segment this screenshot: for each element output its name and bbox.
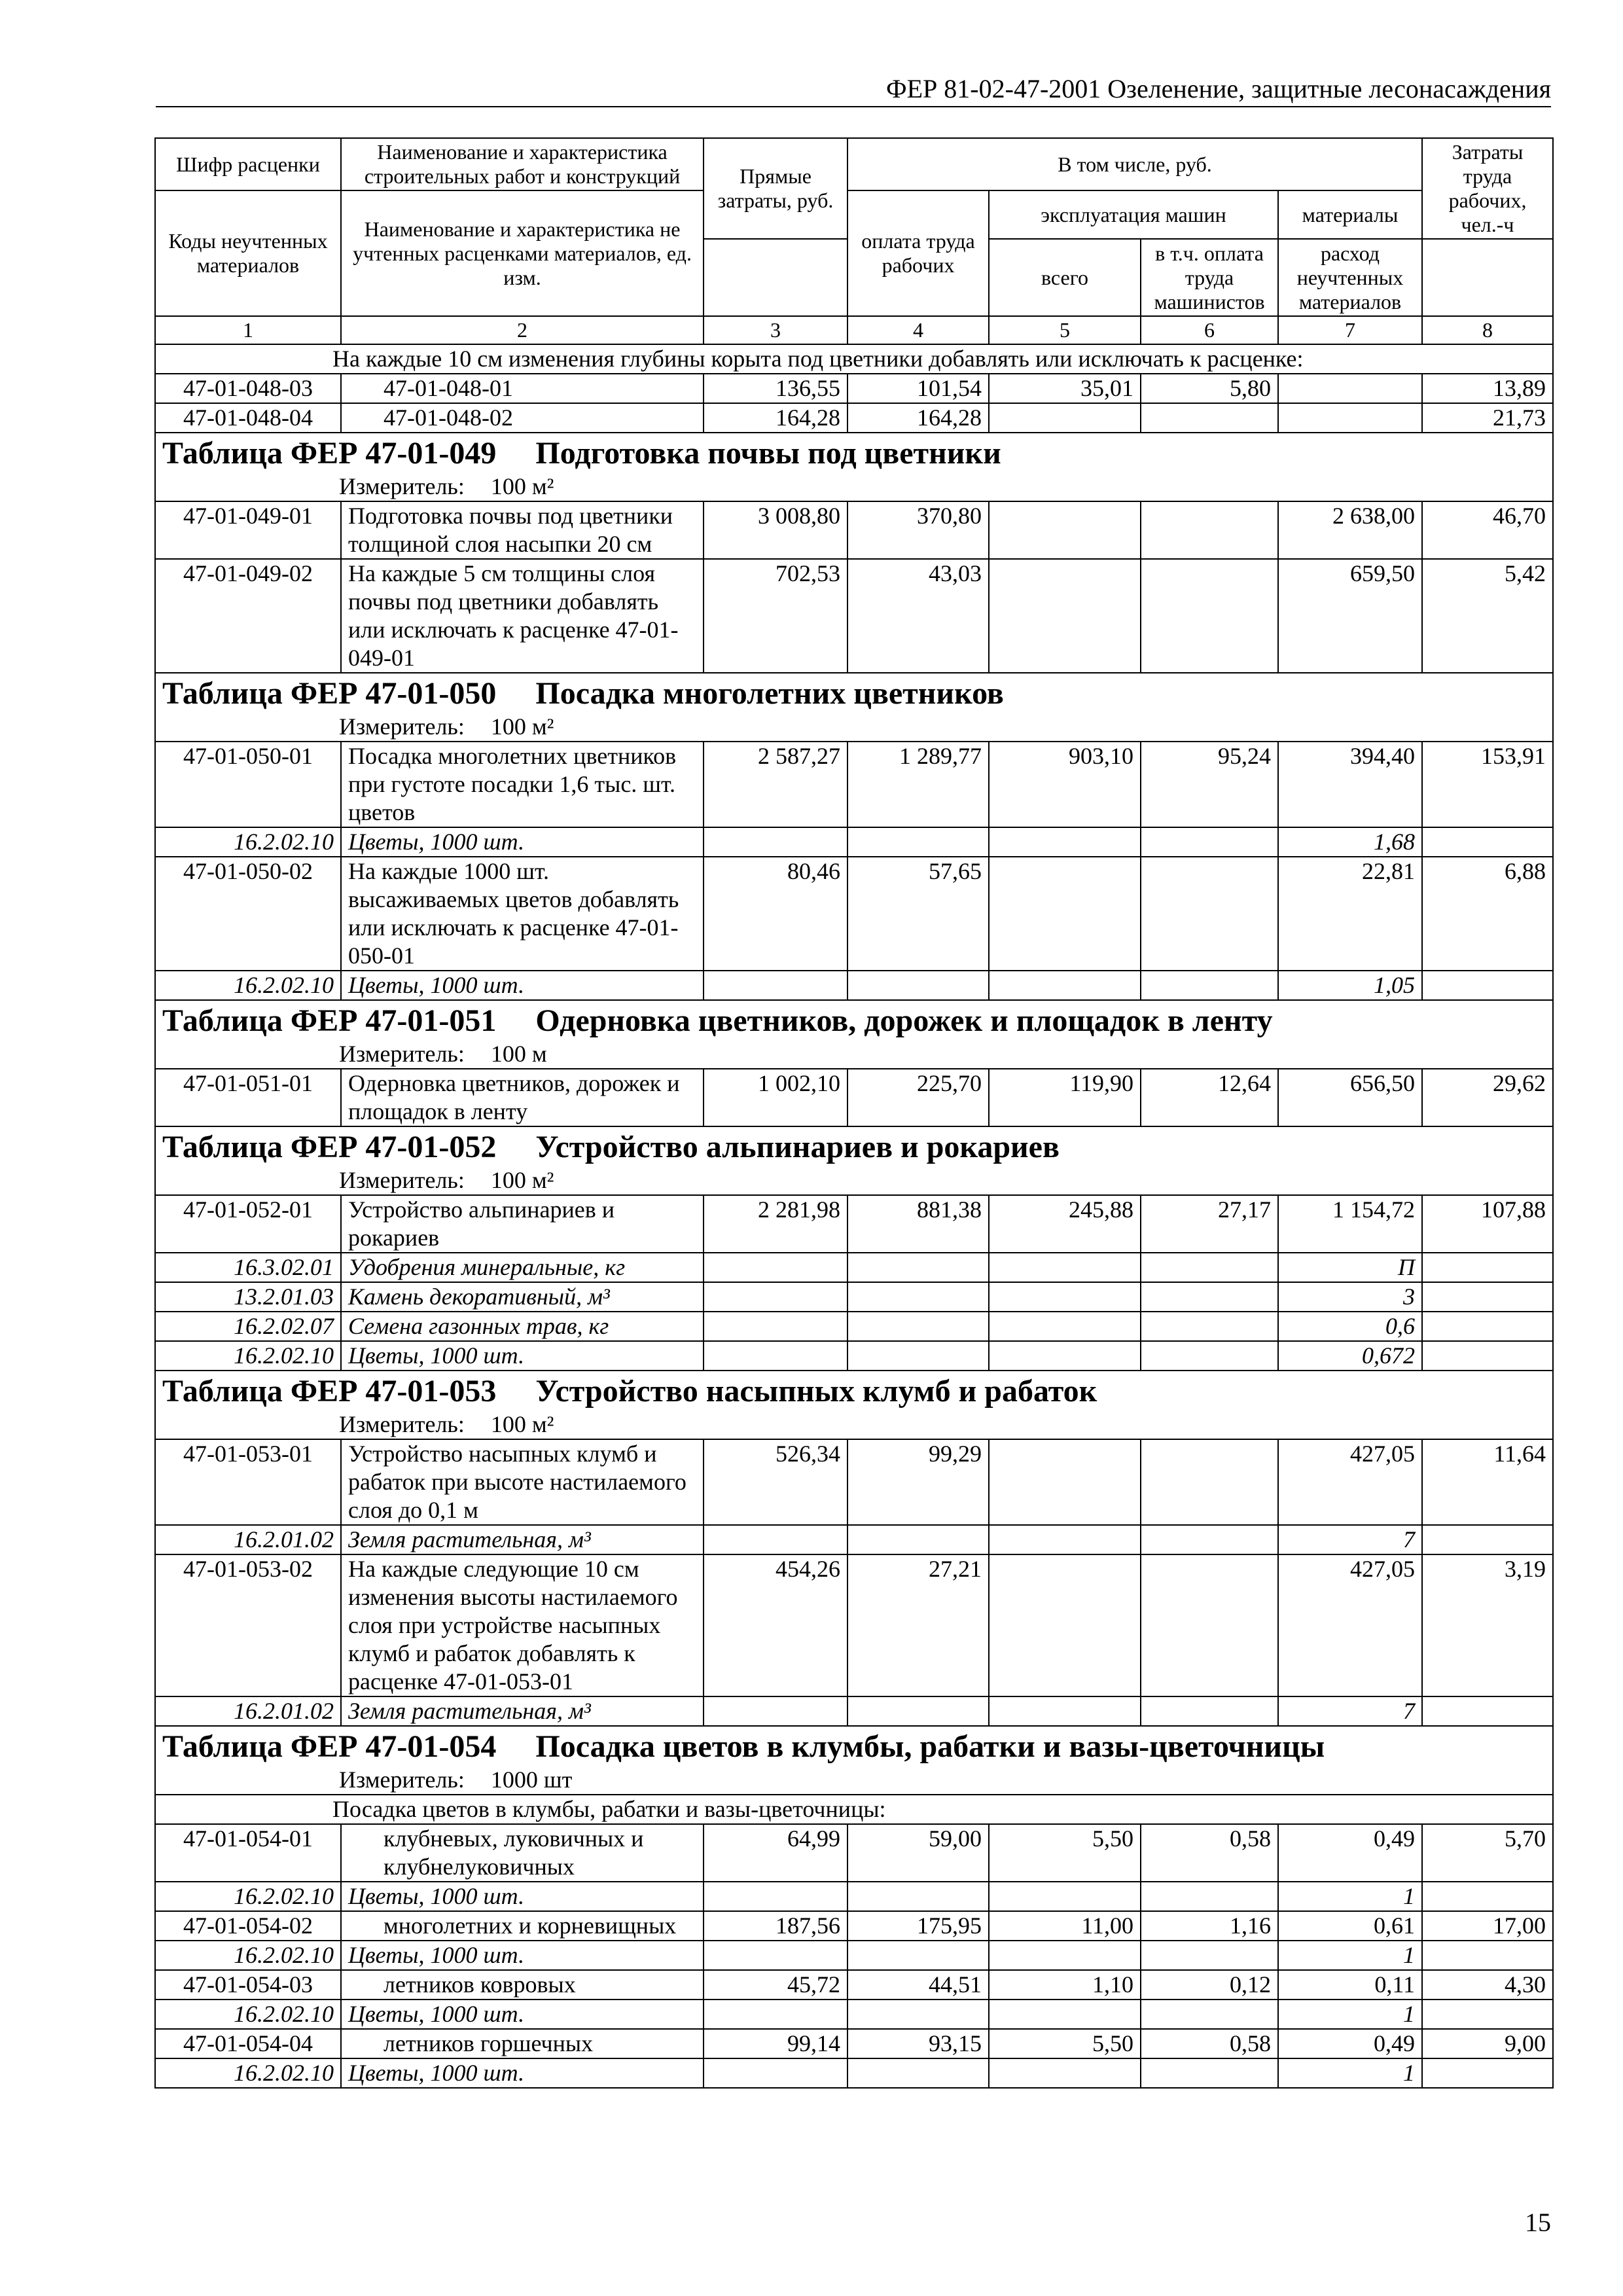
rate-name: На каждые 1000 шт. высаживаемых цветов добавлять или исключать к расценке 47-01-050-01 [341, 857, 704, 971]
header-rule [156, 106, 1551, 107]
rate-code: 47-01-049-02 [155, 559, 341, 673]
meter-value: 100 м² [490, 1167, 554, 1193]
material-row [155, 2058, 1553, 2088]
table-row [155, 1195, 1553, 1253]
labor-hours: 4,30 [1422, 1970, 1553, 2000]
rate-code: 47-01-053-02 [155, 1554, 341, 1696]
machinists-cost [1141, 1554, 1278, 1696]
note-row [155, 344, 1553, 374]
material-quantity: 7 [1278, 1525, 1422, 1554]
meter-value: 1000 шт [490, 1767, 573, 1793]
meter-value: 100 м² [490, 473, 554, 499]
wages-cost: 101,54 [847, 374, 989, 403]
wages-cost: 881,38 [847, 1195, 989, 1253]
col-machines-header: эксплуатация машин [989, 190, 1278, 239]
section-name: Посадка цветов в клумбы, рабатки и вазы-цветочницы [535, 1729, 1325, 1764]
materials-cost: 427,05 [1278, 1554, 1422, 1696]
rate-name: Подготовка почвы под цветники толщиной слоя насыпки 20 см [341, 501, 704, 559]
table-row [155, 1824, 1553, 1882]
material-row [155, 1882, 1553, 1911]
table-row [155, 1439, 1553, 1525]
wages-cost: 44,51 [847, 1970, 989, 2000]
material-quantity: 0,6 [1278, 1312, 1422, 1341]
machines-cost [989, 559, 1141, 673]
machines-cost: 5,50 [989, 1824, 1141, 1882]
page-number: 15 [1525, 2208, 1551, 2237]
direct-cost: 1 002,10 [704, 1069, 847, 1126]
wages-cost: 57,65 [847, 857, 989, 971]
machinists-cost: 95,24 [1141, 742, 1278, 827]
section-name: Устройство альпинариев и рокариев [535, 1130, 1060, 1164]
materials-cost: 0,11 [1278, 1970, 1422, 2000]
material-quantity: 3 [1278, 1282, 1422, 1312]
materials-cost: 0,49 [1278, 1824, 1422, 1882]
material-name: Цветы, 1000 шт. [341, 2000, 704, 2029]
material-name: Цветы, 1000 шт. [341, 1941, 704, 1970]
section-name: Устройство насыпных клумб и рабаток [535, 1374, 1097, 1408]
material-name: Семена газонных трав, кг [341, 1312, 704, 1341]
direct-cost: 454,26 [704, 1554, 847, 1696]
document-header: ФЕР 81-02-47-2001 Озеленение, защитные лесонасаждения [886, 74, 1551, 103]
materials-cost: 0,49 [1278, 2029, 1422, 2058]
machinists-cost [1141, 857, 1278, 971]
direct-cost: 526,34 [704, 1439, 847, 1525]
col-labor-header: Затраты труда рабочих, чел.-ч [1422, 138, 1553, 239]
table-row [155, 1069, 1553, 1126]
table-head [155, 138, 1553, 344]
rate-name: многолетних и корневищных [341, 1911, 704, 1941]
labor-hours: 3,19 [1422, 1554, 1553, 1696]
machinists-cost [1141, 1439, 1278, 1525]
section-title: Таблица ФЕР 47-01-053 [162, 1374, 497, 1408]
wages-cost: 43,03 [847, 559, 989, 673]
rate-code: 47-01-053-01 [155, 1439, 341, 1525]
direct-cost: 64,99 [704, 1824, 847, 1882]
material-code: 16.2.02.10 [155, 2058, 341, 2088]
material-name: Цветы, 1000 шт. [341, 827, 704, 857]
wages-cost: 175,95 [847, 1911, 989, 1941]
material-code: 16.2.02.10 [155, 1941, 341, 1970]
machines-cost: 1,10 [989, 1970, 1141, 2000]
table-row [155, 1554, 1553, 1696]
materials-cost: 656,50 [1278, 1069, 1422, 1126]
material-row [155, 1941, 1553, 1970]
direct-cost: 136,55 [704, 374, 847, 403]
machinists-cost: 27,17 [1141, 1195, 1278, 1253]
section-title: Таблица ФЕР 47-01-054 [162, 1729, 497, 1764]
materials-cost [1278, 403, 1422, 433]
wages-cost: 1 289,77 [847, 742, 989, 827]
materials-cost: 1 154,72 [1278, 1195, 1422, 1253]
note-048: На каждые 10 см изменения глубины корыта под цветники добавлять или исключать к расценке: [332, 346, 1304, 372]
subheader-row [155, 1795, 1553, 1824]
labor-hours: 9,00 [1422, 2029, 1553, 2058]
meter-label: Измеритель: [339, 1167, 465, 1193]
col-wages-header: оплата труда рабочих [847, 190, 989, 316]
machinists-cost: 5,80 [1141, 374, 1278, 403]
col-number: 6 [1141, 316, 1278, 344]
material-quantity: 1 [1278, 1941, 1422, 1970]
material-quantity: 1 [1278, 2058, 1422, 2088]
section-header [155, 673, 1553, 742]
col-number: 8 [1422, 316, 1553, 344]
section-name: Подготовка почвы под цветники [535, 436, 1001, 471]
section-header [155, 1371, 1553, 1439]
material-name: Цветы, 1000 шт. [341, 971, 704, 1000]
machinists-cost: 0,58 [1141, 1824, 1278, 1882]
rate-name: Одерновка цветников, дорожек и площадок в ленту [341, 1069, 704, 1126]
material-row [155, 1341, 1553, 1371]
col-number: 5 [989, 316, 1141, 344]
material-quantity: П [1278, 1253, 1422, 1282]
material-row [155, 1282, 1553, 1312]
material-code: 16.2.02.07 [155, 1312, 341, 1341]
material-row [155, 827, 1553, 857]
rate-name: клубневых, луковичных и клубнелуковичных [341, 1824, 704, 1882]
table-row [155, 403, 1553, 433]
rate-code: 47-01-050-01 [155, 742, 341, 827]
meter-label: Измеритель: [339, 1767, 465, 1793]
direct-cost: 2 281,98 [704, 1195, 847, 1253]
col-unaccounted-names-header: Наименование и характеристика не учтенных расценками материалов, ед. изм. [341, 190, 704, 316]
table-row [155, 2029, 1553, 2058]
materials-cost: 659,50 [1278, 559, 1422, 673]
materials-cost: 22,81 [1278, 857, 1422, 971]
meter-value: 100 м² [490, 1411, 554, 1437]
rate-code: 47-01-054-03 [155, 1970, 341, 2000]
section-header [155, 1726, 1553, 1795]
machines-cost [989, 501, 1141, 559]
col-number: 4 [847, 316, 989, 344]
col-machines-total-header: всего [989, 239, 1141, 316]
col-unaccounted-codes-header: Коды неучтенных материалов [155, 190, 341, 316]
wages-cost: 99,29 [847, 1439, 989, 1525]
materials-cost [1278, 374, 1422, 403]
wages-cost: 27,21 [847, 1554, 989, 1696]
section-title: Таблица ФЕР 47-01-050 [162, 676, 497, 711]
material-name: Удобрения минеральные, кг [341, 1253, 704, 1282]
rate-name: 47-01-048-01 [341, 374, 704, 403]
meter-label: Измеритель: [339, 713, 465, 740]
meter-label: Измеритель: [339, 473, 465, 499]
col-number: 2 [341, 316, 704, 344]
section-subheader: Посадка цветов в клумбы, рабатки и вазы-цветочницы: [332, 1796, 886, 1822]
material-quantity: 1,05 [1278, 971, 1422, 1000]
machines-cost [989, 1554, 1141, 1696]
material-code: 13.2.01.03 [155, 1282, 341, 1312]
material-row [155, 1253, 1553, 1282]
wages-cost: 164,28 [847, 403, 989, 433]
wages-cost: 225,70 [847, 1069, 989, 1126]
machines-cost: 11,00 [989, 1911, 1141, 1941]
material-code: 16.2.02.10 [155, 1341, 341, 1371]
rate-name: летников ковровых [341, 1970, 704, 2000]
material-name: Земля растительная, м³ [341, 1525, 704, 1554]
col-number: 1 [155, 316, 341, 344]
col-name-header: Наименование и характеристика строительных работ и конструкций [341, 138, 704, 190]
col-direct-cont [704, 239, 847, 316]
section-title: Таблица ФЕР 47-01-052 [162, 1130, 497, 1164]
labor-hours: 107,88 [1422, 1195, 1553, 1253]
material-name: Камень декоративный, м³ [341, 1282, 704, 1312]
table-row [155, 742, 1553, 827]
material-code: 16.3.02.01 [155, 1253, 341, 1282]
machines-cost [989, 857, 1141, 971]
material-name: Цветы, 1000 шт. [341, 2058, 704, 2088]
labor-hours: 153,91 [1422, 742, 1553, 827]
table-row [155, 1911, 1553, 1941]
machinists-cost: 0,58 [1141, 2029, 1278, 2058]
labor-hours: 17,00 [1422, 1911, 1553, 1941]
table-row [155, 501, 1553, 559]
table-row [155, 374, 1553, 403]
direct-cost: 2 587,27 [704, 742, 847, 827]
materials-cost: 427,05 [1278, 1439, 1422, 1525]
section-header [155, 433, 1553, 501]
direct-cost: 80,46 [704, 857, 847, 971]
machines-cost: 5,50 [989, 2029, 1141, 2058]
rate-name: Устройство альпинариев и рокариев [341, 1195, 704, 1253]
material-code: 16.2.02.10 [155, 2000, 341, 2029]
section-header [155, 1000, 1553, 1069]
rate-code: 47-01-054-02 [155, 1911, 341, 1941]
table-row [155, 559, 1553, 673]
labor-hours: 29,62 [1422, 1069, 1553, 1126]
price-table [154, 137, 1554, 2089]
machines-cost: 903,10 [989, 742, 1141, 827]
rate-name: На каждые следующие 10 см изменения высоты настилаемого слоя при устройстве насыпных клумб и рабаток добавлять к расценке 47-01-053-01 [341, 1554, 704, 1696]
col-materials-header: материалы [1278, 190, 1422, 239]
machinists-cost [1141, 559, 1278, 673]
table-row [155, 1970, 1553, 2000]
material-name: Земля растительная, м³ [341, 1696, 704, 1726]
materials-cost: 0,61 [1278, 1911, 1422, 1941]
material-quantity: 1 [1278, 2000, 1422, 2029]
meter-value: 100 м² [490, 713, 554, 740]
section-name: Посадка многолетних цветников [535, 676, 1004, 711]
material-name: Цветы, 1000 шт. [341, 1341, 704, 1371]
labor-hours: 11,64 [1422, 1439, 1553, 1525]
rate-name: Посадка многолетних цветников при густоте посадки 1,6 тыс. шт. цветов [341, 742, 704, 827]
wages-cost: 59,00 [847, 1824, 989, 1882]
rate-name: 47-01-048-02 [341, 403, 704, 433]
labor-hours: 21,73 [1422, 403, 1553, 433]
col-materials-unaccounted-header: расход неучтенных материалов [1278, 239, 1422, 316]
col-direct-header: Прямые затраты, руб. [704, 138, 847, 239]
rate-code: 47-01-054-01 [155, 1824, 341, 1882]
col-labor-cont [1422, 239, 1553, 316]
material-code: 16.2.01.02 [155, 1525, 341, 1554]
rate-code: 47-01-048-04 [155, 403, 341, 433]
section-name: Одерновка цветников, дорожек и площадок в ленту [535, 1003, 1273, 1038]
labor-hours: 5,42 [1422, 559, 1553, 673]
wages-cost: 370,80 [847, 501, 989, 559]
machinists-cost: 0,12 [1141, 1970, 1278, 2000]
material-code: 16.2.02.10 [155, 971, 341, 1000]
machines-cost [989, 1439, 1141, 1525]
section-header [155, 1126, 1553, 1195]
labor-hours: 13,89 [1422, 374, 1553, 403]
rate-name: На каждые 5 см толщины слоя почвы под цветники добавлять или исключать к расценке 47-01-049-01 [341, 559, 704, 673]
material-code: 16.2.02.10 [155, 1882, 341, 1911]
direct-cost: 45,72 [704, 1970, 847, 2000]
meter-value: 100 м [490, 1041, 547, 1067]
material-row [155, 1696, 1553, 1726]
machinists-cost: 1,16 [1141, 1911, 1278, 1941]
col-code-header: Шифр расценки [155, 138, 341, 190]
material-quantity: 7 [1278, 1696, 1422, 1726]
meter-label: Измеритель: [339, 1041, 465, 1067]
rate-code: 47-01-054-04 [155, 2029, 341, 2058]
labor-hours: 6,88 [1422, 857, 1553, 971]
direct-cost: 99,14 [704, 2029, 847, 2058]
wages-cost: 93,15 [847, 2029, 989, 2058]
material-quantity: 1,68 [1278, 827, 1422, 857]
direct-cost: 164,28 [704, 403, 847, 433]
col-machinists-header: в т.ч. оплата труда машинистов [1141, 239, 1278, 316]
direct-cost: 3 008,80 [704, 501, 847, 559]
column-numbers-row [155, 316, 1553, 344]
rate-name: Устройство насыпных клумб и рабаток при высоте настилаемого слоя до 0,1 м [341, 1439, 704, 1525]
labor-hours: 46,70 [1422, 501, 1553, 559]
rate-code: 47-01-051-01 [155, 1069, 341, 1126]
materials-cost: 394,40 [1278, 742, 1422, 827]
col-number: 3 [704, 316, 847, 344]
material-row [155, 971, 1553, 1000]
machines-cost: 35,01 [989, 374, 1141, 403]
rate-code: 47-01-049-01 [155, 501, 341, 559]
material-code: 16.2.01.02 [155, 1696, 341, 1726]
machines-cost [989, 403, 1141, 433]
material-quantity: 1 [1278, 1882, 1422, 1911]
labor-hours: 5,70 [1422, 1824, 1553, 1882]
rate-code: 47-01-052-01 [155, 1195, 341, 1253]
machines-cost: 245,88 [989, 1195, 1141, 1253]
col-including-header: В том числе, руб. [847, 138, 1422, 190]
machinists-cost [1141, 403, 1278, 433]
rate-name: летников горшечных [341, 2029, 704, 2058]
machinists-cost [1141, 501, 1278, 559]
material-row [155, 2000, 1553, 2029]
machines-cost: 119,90 [989, 1069, 1141, 1126]
machinists-cost: 12,64 [1141, 1069, 1278, 1126]
rate-code: 47-01-048-03 [155, 374, 341, 403]
materials-cost: 2 638,00 [1278, 501, 1422, 559]
material-code: 16.2.02.10 [155, 827, 341, 857]
direct-cost: 187,56 [704, 1911, 847, 1941]
section-title: Таблица ФЕР 47-01-051 [162, 1003, 497, 1038]
direct-cost: 702,53 [704, 559, 847, 673]
table-row [155, 857, 1553, 971]
meter-label: Измеритель: [339, 1411, 465, 1437]
section-title: Таблица ФЕР 47-01-049 [162, 436, 497, 471]
col-number: 7 [1278, 316, 1422, 344]
material-quantity: 0,672 [1278, 1341, 1422, 1371]
rate-code: 47-01-050-02 [155, 857, 341, 971]
material-row [155, 1312, 1553, 1341]
material-name: Цветы, 1000 шт. [341, 1882, 704, 1911]
material-row [155, 1525, 1553, 1554]
